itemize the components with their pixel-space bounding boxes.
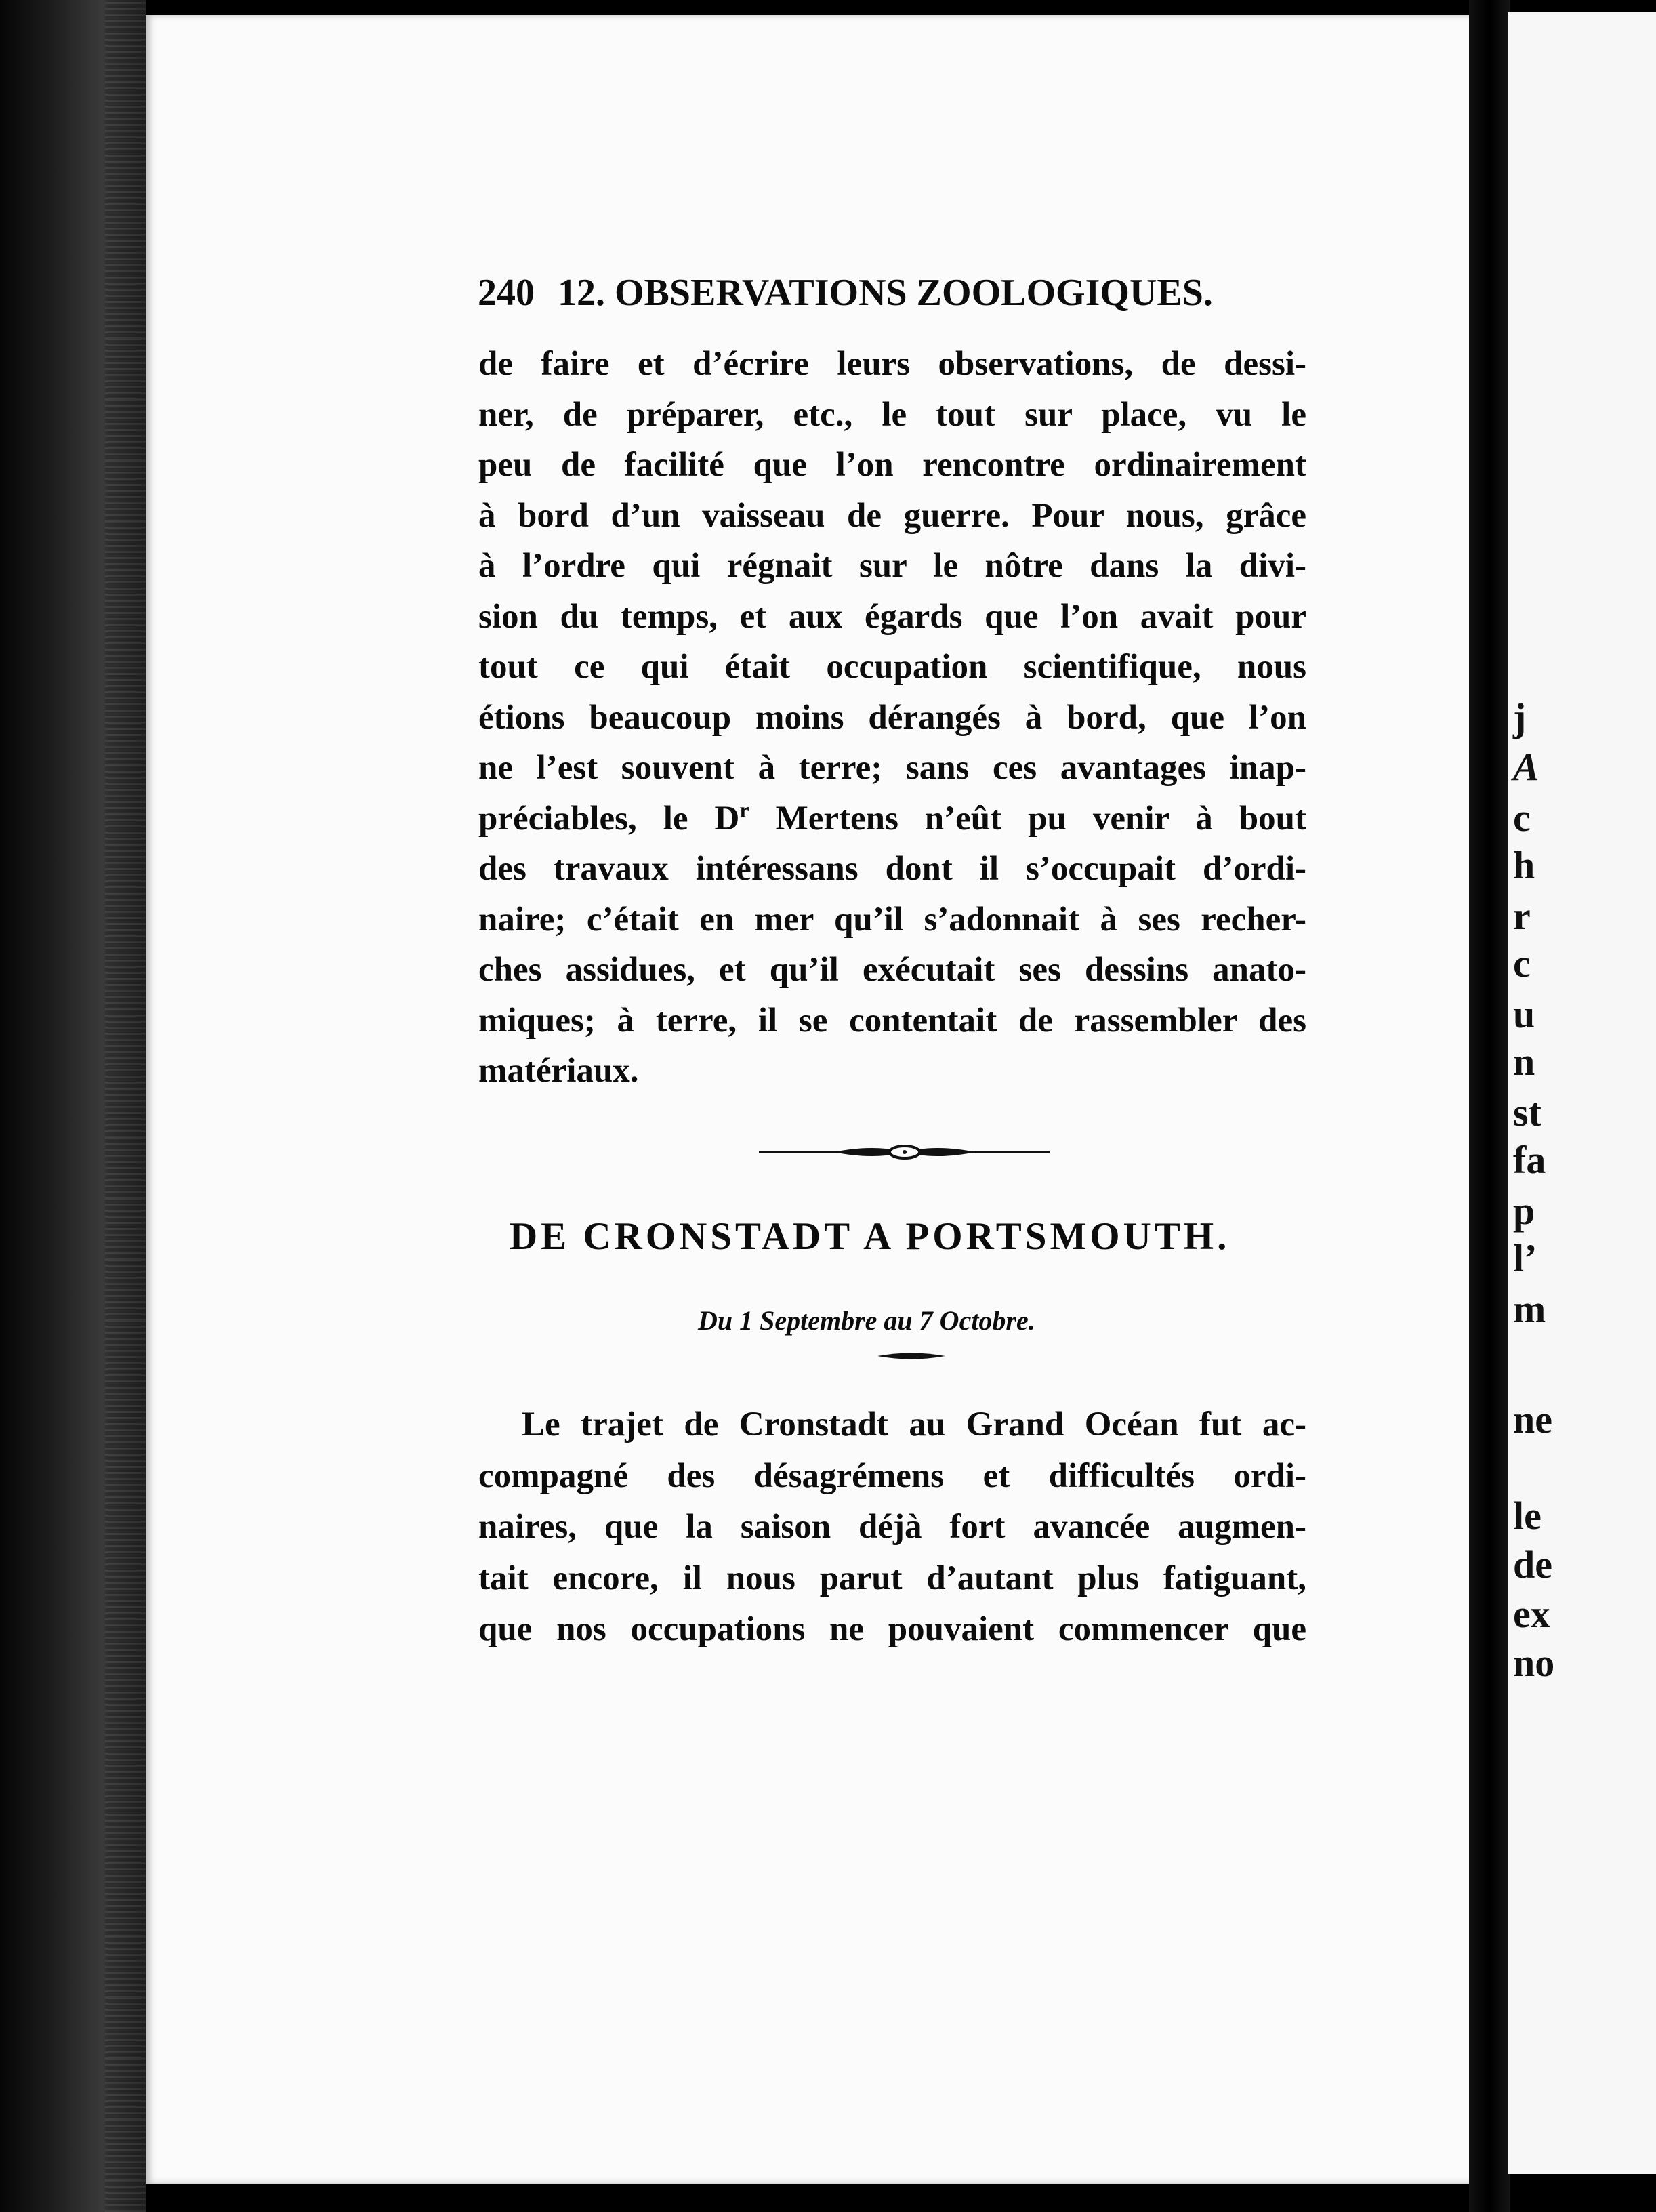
text-line: étions beaucoup moins dérangés à bord, que l’on: [478, 698, 1306, 737]
page-number: 240: [478, 272, 535, 314]
facing-letter: st: [1513, 1090, 1541, 1134]
text-line-dr: [478, 794, 1306, 844]
facing-letter: u: [1513, 992, 1535, 1036]
facing-letter: A: [1513, 745, 1539, 789]
ornament-divider: [759, 1139, 1050, 1166]
book-gutter: [1469, 0, 1510, 2212]
text-line: tait encore, il nous parut d’autant plus fatiguant,: [478, 1559, 1306, 1597]
text-line: matériaux.: [478, 1052, 639, 1090]
text-line: ches assidues, et qu’il exécutait ses dessins anato-: [478, 951, 1306, 989]
text-line: compagné des désagrémens et difficultés ordi-: [478, 1456, 1306, 1495]
facing-letter: j: [1513, 695, 1527, 739]
facing-letter: c: [1513, 796, 1531, 840]
paragraph: [478, 1399, 1306, 1656]
facing-letter: n: [1513, 1040, 1535, 1084]
text-line: peu de facilité que l’on rencontre ordinairement: [478, 446, 1306, 484]
facing-letter: m: [1513, 1287, 1546, 1331]
text-line: que nos occupations ne pouvaient commencer que: [478, 1610, 1306, 1648]
facing-letter: p: [1513, 1189, 1535, 1233]
text-line: naire; c’était en mer qu’il s’adonnait à ses recher-: [478, 900, 1306, 939]
text-line: des travaux intéressans dont il s’occupait d’ordi-: [478, 850, 1306, 888]
section-subtitle: Du 1 Septembre au 7 Octobre.: [698, 1305, 1035, 1336]
text-line: tout ce qui était occupation scientifique, nous: [478, 648, 1306, 686]
facing-letter: ex: [1513, 1592, 1550, 1636]
text-line: à l’ordre qui régnait sur le nôtre dans la divi-: [478, 547, 1306, 585]
text-line: sion du temps, et aux égards que l’on avait pour: [478, 597, 1306, 636]
text-fragment: préciables, le D: [478, 799, 740, 838]
chapter-title: 12. OBSERVATIONS ZOOLOGIQUES.: [558, 272, 1213, 314]
running-head: [478, 271, 1223, 314]
text-line: naires, que la saison déjà fort avancée augmen-: [478, 1508, 1306, 1546]
facing-letter: de: [1513, 1542, 1552, 1586]
facing-letter: h: [1513, 843, 1535, 887]
text-fragment: Mertens n’eût pu venir à bout: [749, 799, 1306, 838]
facing-page: [1508, 12, 1656, 2174]
ornament-small: [877, 1349, 945, 1364]
text-line: Le trajet de Cronstadt au Grand Océan fut ac-: [522, 1406, 1306, 1443]
facing-letter: no: [1513, 1641, 1555, 1685]
facing-letter: c: [1513, 941, 1531, 985]
facing-letter: fa: [1513, 1138, 1546, 1182]
facing-letter: le: [1513, 1494, 1541, 1538]
section-title: DE CRONSTADT A PORTSMOUTH.: [510, 1215, 1230, 1258]
text-line: ne l’est souvent à terre; sans ces avantages inap-: [478, 749, 1306, 787]
text-line: de faire et d’écrire leurs observations, de dessi-: [478, 345, 1306, 383]
facing-letter: l’: [1513, 1236, 1537, 1280]
superscript: r: [739, 797, 749, 822]
text-line: ner, de préparer, etc., le tout sur place, vu le: [478, 395, 1306, 434]
text-line: miques; à terre, il se contentait de rassembler des: [478, 1001, 1306, 1040]
facing-letter: ne: [1513, 1397, 1552, 1441]
facing-letter: r: [1513, 894, 1531, 938]
paragraph: [478, 339, 1306, 1097]
text-line: à bord d’un vaisseau de guerre. Pour nous, grâce: [478, 496, 1306, 535]
scan-left-border: [0, 0, 146, 2212]
